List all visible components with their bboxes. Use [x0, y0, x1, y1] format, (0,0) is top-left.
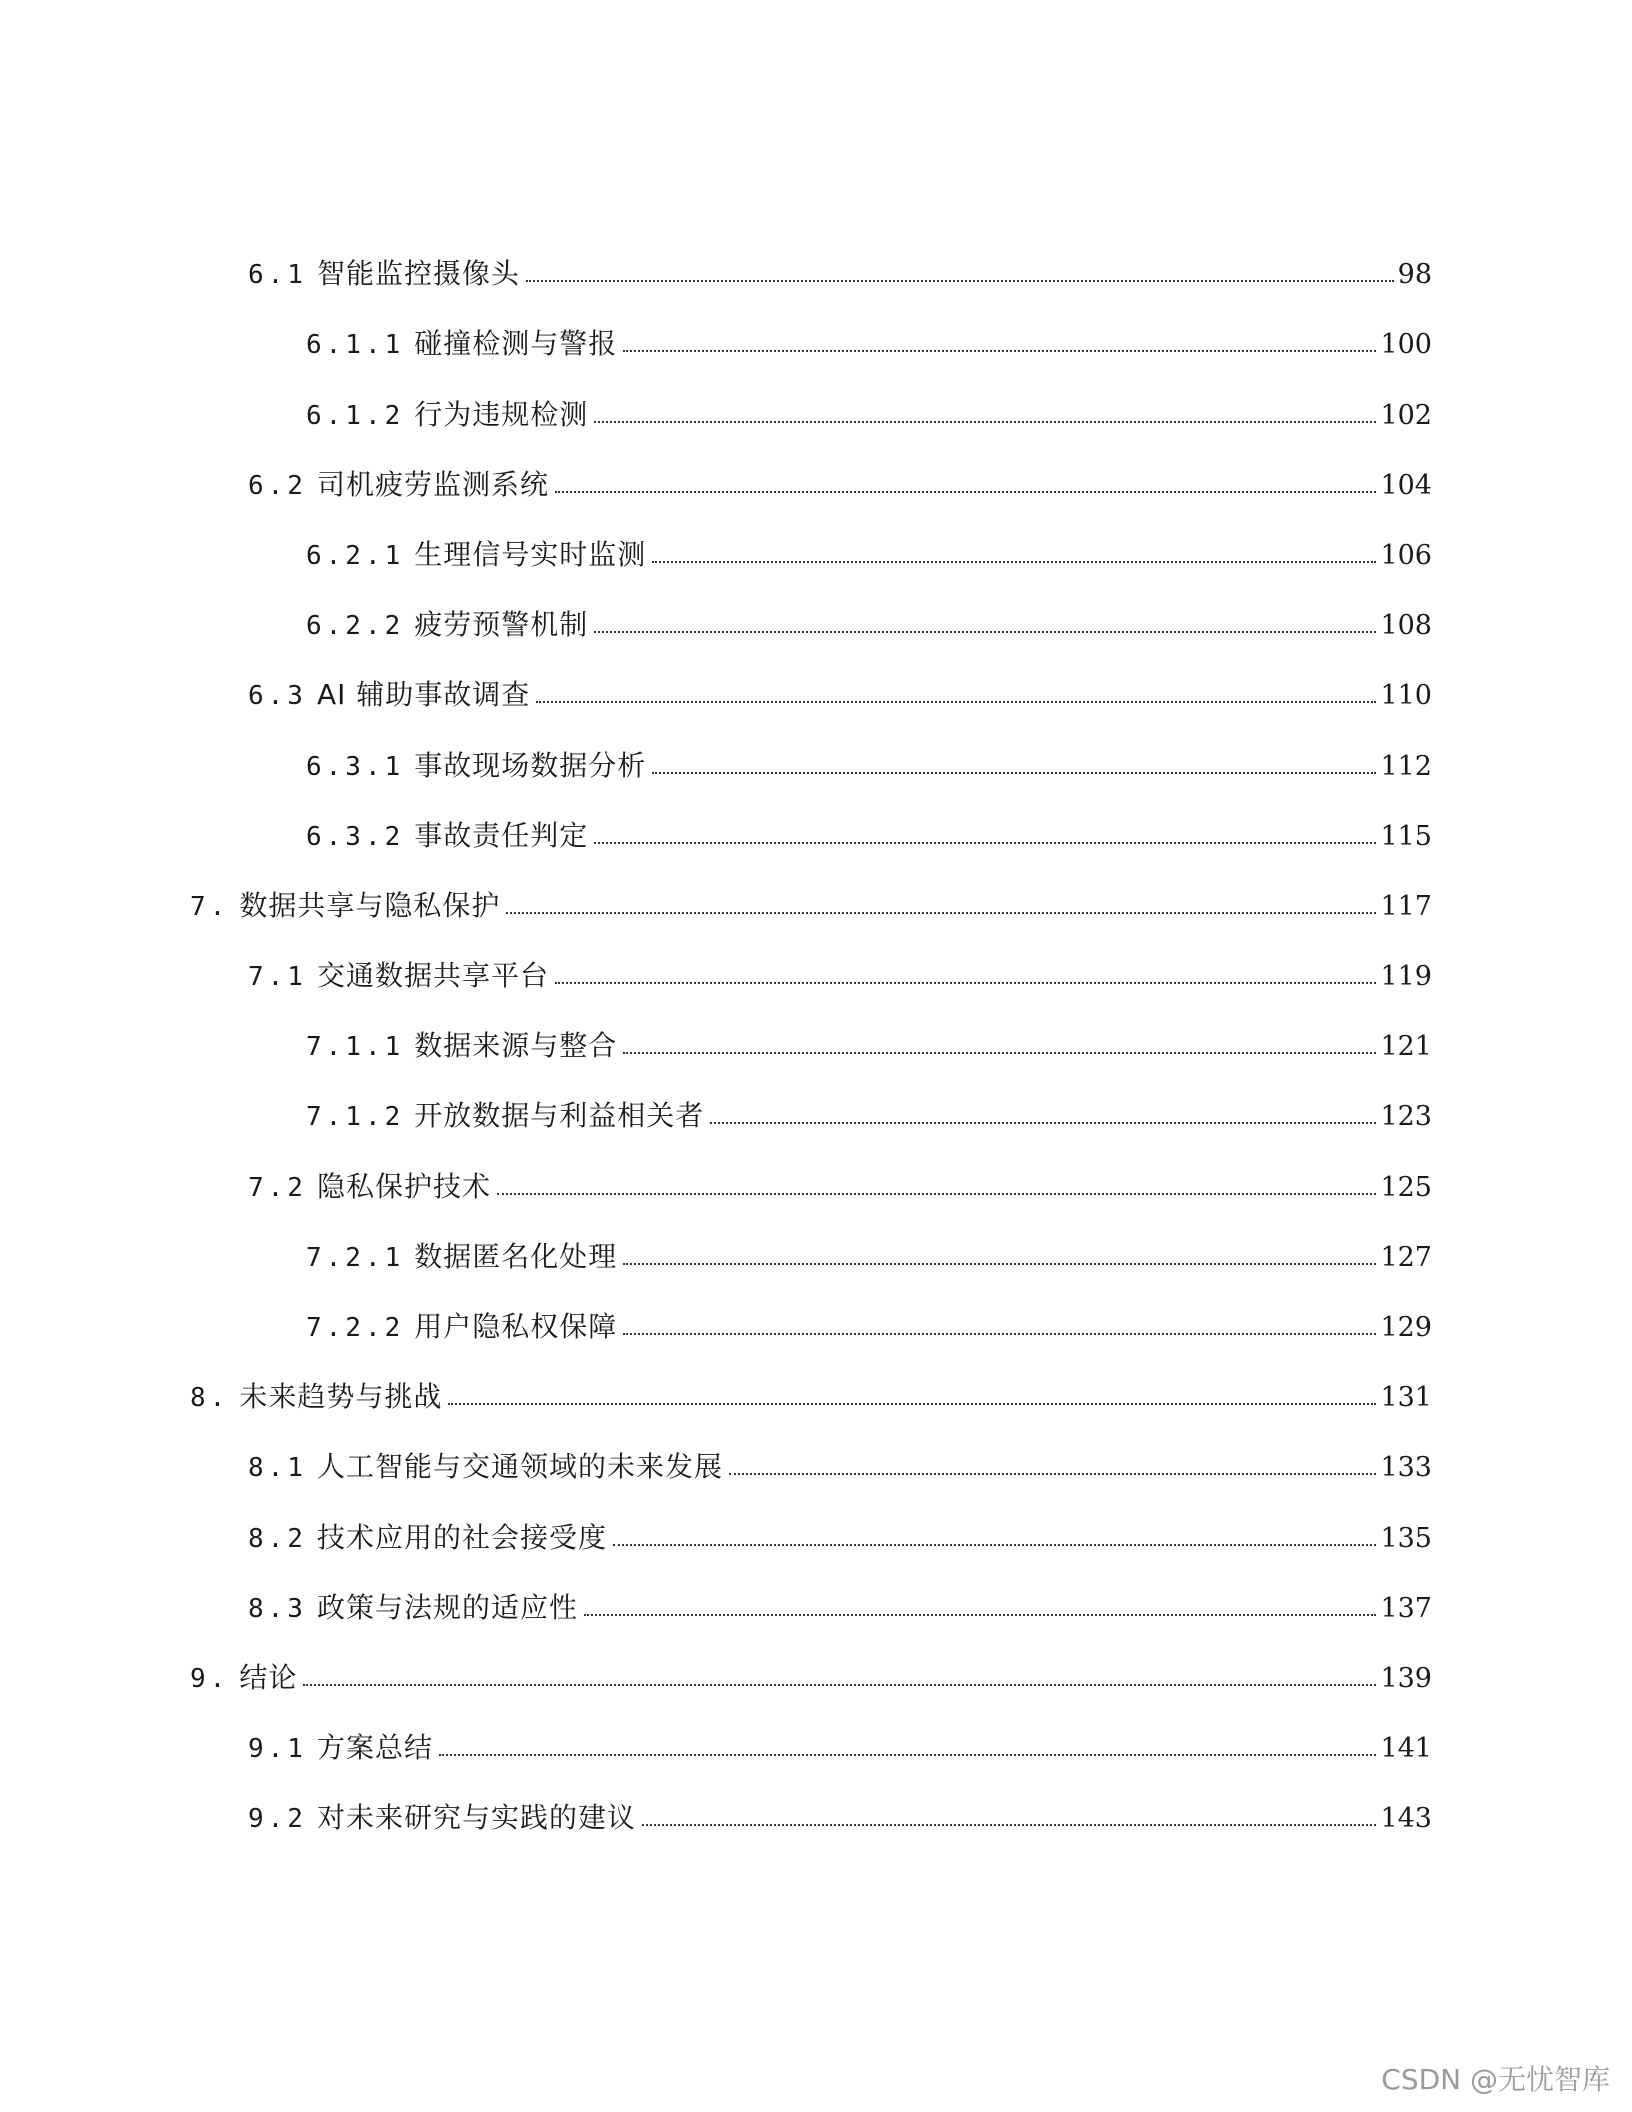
toc-entry-title: 生理信号实时监测: [414, 537, 647, 571]
toc-dot-leader: [710, 1122, 1376, 1124]
toc-dot-leader: [439, 1754, 1376, 1756]
toc-entry[interactable]: [0, 1074, 1632, 1144]
toc-entry-number: 8.1: [248, 1453, 307, 1484]
toc-entry-page-number: 129: [1380, 1312, 1432, 1343]
toc-dot-leader: [594, 631, 1376, 633]
toc-dot-leader: [613, 1544, 1376, 1546]
toc-entry-number: 6.3: [248, 681, 307, 712]
toc-entry[interactable]: [0, 1495, 1632, 1565]
toc-entry-title: 开放数据与利益相关者: [414, 1099, 705, 1133]
toc-entry-number: 6.1: [248, 260, 307, 291]
toc-dot-leader: [623, 1333, 1376, 1335]
toc-entry[interactable]: [0, 583, 1632, 653]
toc-dot-leader: [623, 350, 1376, 352]
toc-entry-title: 技术应用的社会接受度: [316, 1520, 607, 1554]
toc-entry[interactable]: [0, 443, 1632, 513]
toc-entry-title: 司机疲劳监测系统: [316, 467, 549, 501]
toc-dot-leader: [584, 1614, 1376, 1616]
toc-entry-number: 8.2: [248, 1523, 307, 1554]
toc-entry-number: 7.2: [248, 1172, 307, 1203]
toc-entry-page-number: 133: [1380, 1452, 1432, 1484]
toc-entry[interactable]: [0, 232, 1632, 302]
toc-dot-leader: [303, 1684, 1376, 1686]
toc-entry-number: 7.1.2: [306, 1102, 405, 1133]
toc-entry-page-number: 108: [1380, 610, 1432, 642]
toc-entry-number: 6.2.1: [306, 540, 405, 571]
toc-entry-title: 碰撞检测与警报: [414, 327, 618, 361]
toc-entry-title: 智能监控摄像头: [316, 257, 520, 291]
toc-entry-title: AI 辅助事故调查: [316, 678, 531, 712]
toc-entry[interactable]: [0, 1706, 1632, 1776]
toc-entry-number: 9.: [190, 1663, 230, 1694]
toc-entry-number: 6.3.1: [306, 751, 405, 782]
toc-entry-title: 隐私保护技术: [316, 1169, 491, 1203]
toc-entry[interactable]: [0, 1004, 1632, 1074]
toc-entry-title: 行为违规检测: [414, 397, 589, 431]
toc-entry-page-number: 141: [1380, 1733, 1432, 1765]
toc-dot-leader: [555, 982, 1376, 984]
toc-entry[interactable]: [0, 302, 1632, 372]
toc-entry-page-number: 110: [1380, 680, 1432, 712]
toc-entry[interactable]: [0, 513, 1632, 583]
toc-entry-title: 人工智能与交通领域的未来发展: [316, 1450, 723, 1484]
toc-entry-page-number: 112: [1380, 750, 1432, 782]
toc-entry-title: 对未来研究与实践的建议: [316, 1801, 636, 1835]
toc-entry[interactable]: [0, 1215, 1632, 1285]
toc-dot-leader: [448, 1403, 1376, 1405]
toc-entry-page-number: 127: [1380, 1241, 1432, 1273]
toc-entry[interactable]: [0, 653, 1632, 723]
toc-entry[interactable]: [0, 864, 1632, 934]
toc-dot-leader: [506, 912, 1376, 914]
toc-entry[interactable]: [0, 794, 1632, 864]
toc-entry-title: 数据共享与隐私保护: [239, 888, 501, 922]
toc-entry-page-number: 139: [1380, 1662, 1432, 1694]
toc-entry[interactable]: [0, 1355, 1632, 1425]
toc-entry-page-number: 102: [1380, 399, 1432, 431]
toc-entry[interactable]: [0, 1285, 1632, 1355]
toc-entry-page-number: 123: [1380, 1101, 1432, 1133]
toc-entry-number: 8.: [190, 1383, 230, 1414]
watermark: CSDN @无忧智库: [1381, 2063, 1610, 2096]
toc-entry-title: 用户隐私权保障: [414, 1310, 618, 1343]
toc-entry-number: 7.1.1: [306, 1032, 405, 1063]
toc-entry-number: 9.2: [248, 1804, 307, 1835]
toc-entry-number: 9.1: [248, 1734, 307, 1765]
toc-entry-number: 6.2.2: [306, 611, 405, 642]
toc-entry-page-number: 106: [1380, 539, 1432, 571]
toc-entry-number: 7.2.1: [306, 1242, 405, 1273]
toc-entry[interactable]: [0, 1566, 1632, 1636]
toc-entry-page-number: 125: [1380, 1171, 1432, 1203]
toc-entry[interactable]: [0, 723, 1632, 793]
toc-entry[interactable]: [0, 1636, 1632, 1706]
toc-dot-leader: [594, 421, 1376, 423]
table-of-contents: [0, 232, 1632, 1846]
toc-entry-page-number: 121: [1380, 1031, 1432, 1063]
toc-entry[interactable]: [0, 1776, 1632, 1846]
toc-entry[interactable]: [0, 1425, 1632, 1495]
toc-dot-leader: [729, 1473, 1376, 1475]
toc-entry-number: 6.3.2: [306, 821, 405, 852]
toc-entry-title: 疲劳预警机制: [414, 608, 589, 642]
toc-dot-leader: [536, 701, 1376, 703]
toc-entry[interactable]: [0, 372, 1632, 442]
toc-entry-page-number: 131: [1380, 1382, 1432, 1414]
toc-dot-leader: [623, 1052, 1376, 1054]
toc-entry-page-number: 117: [1380, 890, 1432, 922]
toc-dot-leader: [555, 491, 1376, 493]
toc-entry-page-number: 137: [1380, 1592, 1432, 1624]
toc-entry-page-number: 143: [1380, 1803, 1432, 1835]
toc-entry-page-number: 98: [1397, 259, 1432, 291]
toc-entry-number: 7.: [190, 891, 230, 922]
toc-dot-leader: [526, 280, 1394, 282]
toc-entry-number: 6.1.1: [306, 330, 405, 361]
toc-entry-page-number: 100: [1380, 329, 1432, 361]
toc-entry-title: 数据来源与整合: [414, 1029, 618, 1063]
toc-entry-title: 结论: [239, 1660, 298, 1694]
toc-entry-number: 6.2: [248, 470, 307, 501]
toc-entry-title: 事故现场数据分析: [414, 748, 647, 782]
toc-entry-number: 7.2.2: [306, 1313, 405, 1343]
toc-entry-page-number: 135: [1380, 1522, 1432, 1554]
toc-entry[interactable]: [0, 1144, 1632, 1214]
toc-dot-leader: [652, 561, 1376, 563]
toc-entry-number: 7.1: [248, 962, 307, 993]
toc-dot-leader: [642, 1824, 1376, 1826]
toc-entry-title: 数据匿名化处理: [414, 1239, 618, 1273]
toc-entry-title: 方案总结: [316, 1731, 433, 1765]
toc-entry-page-number: 104: [1380, 469, 1432, 501]
toc-entry-page-number: 119: [1380, 961, 1432, 993]
toc-entry-title: 事故责任判定: [414, 818, 589, 852]
toc-dot-leader: [623, 1263, 1376, 1265]
toc-entry-title: 未来趋势与挑战: [239, 1380, 443, 1414]
toc-entry-title: 交通数据共享平台: [316, 959, 549, 993]
toc-dot-leader: [594, 842, 1376, 844]
toc-entry[interactable]: [0, 934, 1632, 1004]
toc-entry-title: 政策与法规的适应性: [316, 1590, 578, 1624]
toc-dot-leader: [652, 772, 1376, 774]
toc-entry-page-number: 115: [1380, 820, 1432, 852]
toc-entry-number: 8.3: [248, 1593, 307, 1624]
toc-entry-number: 6.1.2: [306, 400, 405, 431]
toc-dot-leader: [497, 1193, 1376, 1195]
